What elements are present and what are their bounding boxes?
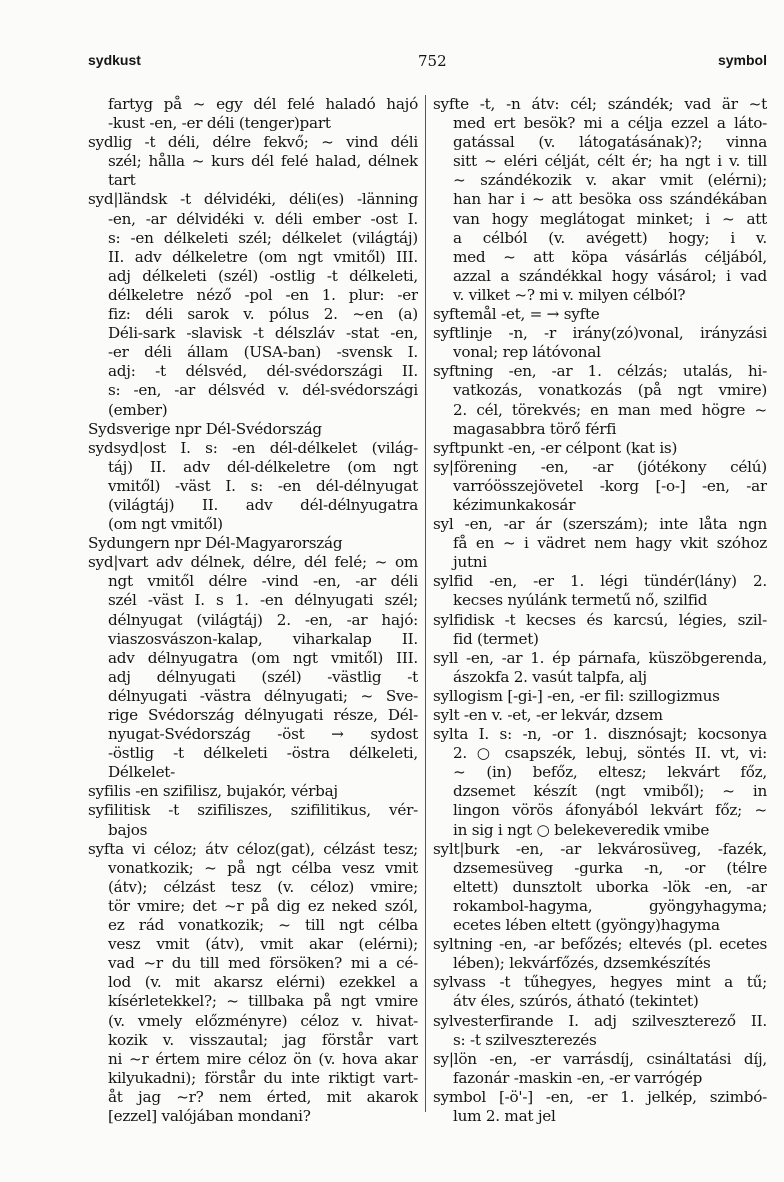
- entry-continuation-line: vad ~r du till med försöken? mi a cé-: [108, 954, 418, 973]
- entry-continuation-line: magasabbra törő férfi: [453, 419, 617, 438]
- entry-headword-line: syd|vart adv délnek, délre, dél felé; ~ om: [88, 553, 418, 572]
- entry-continuation-line: bajos: [108, 820, 148, 839]
- entry-continuation-line: II. adv délkeletre (om ngt vmitől) III.: [108, 247, 418, 266]
- entry-continuation-line: sitt ~ eléri célját, célt ér; ha ngt i v. till: [453, 152, 767, 171]
- entry-headword-line: sydlig -t déli, délre fekvő; ~ vind déli: [88, 133, 418, 152]
- entry-continuation-line: med ~ att köpa vásárlás céljából,: [453, 247, 767, 266]
- entry-continuation-line: ecetes lében eltett (gyöngy)hagyma: [453, 916, 720, 935]
- entry-continuation-line: s: -t szilveszterezés: [453, 1030, 597, 1049]
- entry-continuation-line: átv éles, szúrós, átható (tekintet): [453, 992, 699, 1011]
- entry-continuation-line: varróösszejövetel -korg [-o-] -en, -ar: [453, 476, 767, 495]
- entry-continuation-line: rokambol-hagyma, gyöngyhagyma;: [453, 896, 767, 915]
- entry-headword-line: sy|lön -en, -er varrásdíj, csináltatási díj,: [433, 1049, 767, 1068]
- entry-headword-line: sylfidisk -t kecses és karcsú, légies, szil-: [433, 610, 767, 629]
- entry-continuation-line: lod (v. mit akarsz elérni) ezekkel a: [108, 973, 418, 992]
- entry-continuation-line: nyugat-Svédország -öst → sydost: [108, 725, 418, 744]
- entry-headword-line: sylvass -t tűhegyes, hegyes mint a tű;: [433, 973, 767, 992]
- entry-continuation-line: eltett) dunsztolt uborka -lök -en, -ar: [453, 877, 767, 896]
- entry-headword-line: sylta I. s: -n, -or 1. disznósajt; kocsonya: [433, 725, 767, 744]
- entry-continuation-line: délkeletre néző -pol -en 1. plur: -er: [108, 285, 418, 304]
- entry-continuation-line: åt jag ~r? nem érted, mit akarok: [108, 1087, 418, 1106]
- entry-headword-line: syll -en, -ar 1. ép párnafa, küszöbgerenda,: [433, 648, 767, 667]
- entry-headword-line: syl -en, -ar ár (szerszám); inte låta ngn: [433, 515, 767, 534]
- entry-continuation-line: ~ (in) befőz, eltesz; lekvárt főz,: [453, 763, 767, 782]
- entry-continuation-line: 2. ○ csapszék, lebuj, söntés II. vt, vi:: [453, 744, 767, 763]
- entry-continuation-line: s: -en délkeleti szél; délkelet (világtáj): [108, 228, 418, 247]
- entry-headword-line: syftemål -et, = → syfte: [433, 305, 600, 324]
- entry-continuation-line: vmitől) -väst I. s: -en dél-délnyugat: [108, 476, 418, 495]
- entry-continuation-line: fid (termet): [453, 629, 539, 648]
- right-column: [433, 95, 767, 1126]
- entry-headword-line: syftlinje -n, -r irány(zó)vonal, irányzási: [433, 324, 767, 343]
- entry-continuation-line: fiz: déli sarok v. pólus 2. ~en (a): [108, 305, 418, 324]
- entry-headword-line: sydsyd|ost I. s: -en dél-délkelet (világ-: [88, 438, 418, 457]
- entry-headword-line: sylvesterfirande I. adj szilveszterező II.: [433, 1011, 767, 1030]
- entry-continuation-line: lingon vörös áfonyából lekvárt főz; ~: [453, 801, 767, 820]
- entry-continuation-line: få en ~ i vädret nem hagy vkit szóhoz: [453, 534, 767, 553]
- entry-headword-line: syltning -en, -ar befőzés; eltevés (pl. ecetes: [433, 935, 767, 954]
- entry-continuation-line: kecses nyúlánk termetű nő, szilfid: [453, 591, 708, 610]
- entry-continuation-line: -östlig -t délkeleti -östra délkeleti,: [108, 744, 418, 763]
- entry-headword-line: Sydsverige npr Dél-Svédország: [88, 419, 322, 438]
- entry-headword-line: syfilis -en szifilisz, bujakór, vérbaj: [88, 782, 338, 801]
- entry-continuation-line: (világtáj) II. adv dél-délnyugatra: [108, 495, 418, 514]
- entry-continuation-line: in sig i ngt ○ belekeveredik vmibe: [453, 820, 710, 839]
- entry-continuation-line: kilyukadni); förstår du inte riktigt vart-: [108, 1068, 418, 1087]
- entry-continuation-line: (om ngt vmitől): [108, 515, 223, 534]
- entry-continuation-line: délnyugat (világtáj) 2. -en, -ar hajó:: [108, 610, 418, 629]
- entry-headword-line: syfta vi céloz; átv céloz(gat), célzást tesz;: [88, 839, 418, 858]
- entry-continuation-line: fartyg på ~ egy dél felé haladó hajó: [108, 95, 418, 113]
- entry-continuation-line: van hogy meglátogat minket; i ~ att: [453, 209, 767, 228]
- entry-continuation-line: Délkelet-: [108, 763, 176, 782]
- entry-continuation-line: han har i ~ att besöka oss szándékában: [453, 190, 767, 209]
- entry-headword-line: syfilitisk -t szifiliszes, szifilitikus, vér-: [88, 801, 418, 820]
- entry-continuation-line: (ember): [108, 400, 168, 419]
- entry-headword-line: sy|förening -en, -ar (jótékony célú): [433, 457, 767, 476]
- entry-headword-line: syftning -en, -ar 1. célzás; utalás, hi-: [433, 362, 767, 381]
- entry-continuation-line: ez rád vonatkozik; ~ till ngt célba: [108, 916, 418, 935]
- entry-continuation-line: azzal a szándékkal hogy vásárol; i vad: [453, 266, 767, 285]
- entry-continuation-line: 2. cél, törekvés; en man med högre ~: [453, 400, 767, 419]
- entry-continuation-line: vonal; rep látóvonal: [453, 343, 601, 362]
- entry-continuation-line: adj délnyugati (szél) -västlig -t: [108, 667, 418, 686]
- entry-continuation-line: vesz vmit (átv), vmit akar (elérni);: [108, 935, 418, 954]
- entry-continuation-line: jutni: [453, 553, 487, 572]
- entry-headword-line: syftpunkt -en, -er célpont (kat is): [433, 438, 678, 457]
- entry-continuation-line: kísérletekkel?; ~ tillbaka på ngt vmire: [108, 992, 418, 1011]
- entry-continuation-line: v. vilket ~? mi v. milyen célból?: [453, 285, 686, 304]
- entry-headword-line: symbol [-ö'-] -en, -er 1. jelkép, szimbó-: [433, 1087, 767, 1106]
- entry-continuation-line: kozik v. visszautal; jag förstår vart: [108, 1030, 418, 1049]
- entry-continuation-line: (v. vmely előzményre) céloz v. hivat-: [108, 1011, 418, 1030]
- entry-continuation-line: -kust -en, -er déli (tenger)part: [108, 114, 331, 133]
- entry-continuation-line: [ezzel] valójában mondani?: [108, 1106, 311, 1125]
- entry-continuation-line: ~ szándékozik v. akar vmit (elérni);: [453, 171, 767, 190]
- entry-continuation-line: lében); lekvárfőzés, dzsemkészítés: [453, 954, 711, 973]
- entry-headword-line: syd|ländsk -t délvidéki, déli(es) -länning: [88, 190, 418, 209]
- entry-headword-line: sylfid -en, -er 1. légi tündér(lány) 2.: [433, 572, 767, 591]
- entry-continuation-line: -en, -ar délvidéki v. déli ember -ost I.: [108, 209, 418, 228]
- entry-continuation-line: adv délnyugatra (om ngt vmitől) III.: [108, 648, 418, 667]
- entry-continuation-line: -er déli állam (USA-ban) -svensk I.: [108, 343, 418, 362]
- entry-continuation-line: med ert besök? mi a célja ezzel a láto-: [453, 114, 767, 133]
- entry-continuation-line: dzsemesüveg -gurka -n, -or (télre: [453, 858, 767, 877]
- left-column: [88, 95, 418, 1126]
- entry-headword-line: sylt|burk -en, -ar lekvárosüveg, -fazék,: [433, 839, 767, 858]
- entry-continuation-line: szél; hålla ~ kurs dél felé halad, délnek: [108, 152, 418, 171]
- entry-headword-line: syfte -t, -n átv: cél; szándék; vad är ~t: [433, 95, 767, 113]
- page-number: 752: [418, 52, 447, 70]
- entry-continuation-line: táj) II. adv dél-délkeletre (om ngt: [108, 457, 418, 476]
- right-guide-word: symbol: [717, 52, 767, 68]
- entry-continuation-line: a célból (v. avégett) hogy; i v.: [453, 228, 767, 247]
- page-header: [0, 52, 784, 76]
- entry-continuation-line: tart: [108, 171, 136, 190]
- entry-continuation-line: gatással (v. látogatásának)?; vinna: [453, 133, 767, 152]
- entry-continuation-line: s: -en, -ar délsvéd v. dél-svédországi: [108, 381, 418, 400]
- entry-continuation-line: Déli-sark -slavisk -t délszláv -stat -en,: [108, 324, 418, 343]
- entry-continuation-line: adj délkeleti (szél) -ostlig -t délkeleti,: [108, 266, 418, 285]
- entry-continuation-line: (átv); célzást tesz (v. céloz) vmire;: [108, 877, 418, 896]
- entry-continuation-line: vonatkozik; ~ på ngt célba vesz vmit: [108, 858, 418, 877]
- entry-continuation-line: dzsemet készít (ngt vmiből); ~ in: [453, 782, 767, 801]
- entry-continuation-line: tör vmire; det ~r på dig ez neked szól,: [108, 896, 418, 915]
- entry-continuation-line: adj: -t délsvéd, dél-svédországi II.: [108, 362, 418, 381]
- entry-continuation-line: délnyugati -västra délnyugati; ~ Sve-: [108, 686, 418, 705]
- entry-continuation-line: ni ~r értem mire céloz ön (v. hova akar: [108, 1049, 418, 1068]
- entry-headword-line: sylt -en v. -et, -er lekvár, dzsem: [433, 706, 663, 724]
- entry-continuation-line: szél -väst I. s 1. -en délnyugati szél;: [108, 591, 418, 610]
- entry-headword-line: syllogism [-gi-] -en, -er fil: szillogizmus: [433, 686, 720, 705]
- entry-continuation-line: rige Svédország délnyugati része, Dél-: [108, 706, 418, 724]
- entry-continuation-line: vatkozás, vonatkozás (på ngt vmire): [453, 381, 767, 400]
- left-guide-word: sydkust: [88, 52, 141, 68]
- column-divider: [425, 95, 426, 1112]
- entry-continuation-line: viaszosvászon-kalap, viharkalap II.: [108, 629, 418, 648]
- entry-headword-line: Sydungern npr Dél-Magyarország: [88, 534, 343, 553]
- entry-continuation-line: ngt vmitől délre -vind -en, -ar déli: [108, 572, 418, 591]
- entry-continuation-line: kézimunkakosár: [453, 495, 576, 514]
- entry-continuation-line: lum 2. mat jel: [453, 1106, 556, 1125]
- entry-continuation-line: ászokfa 2. vasút talpfa, alj: [453, 667, 647, 686]
- entry-continuation-line: fazonár -maskin -en, -er varrógép: [453, 1068, 703, 1087]
